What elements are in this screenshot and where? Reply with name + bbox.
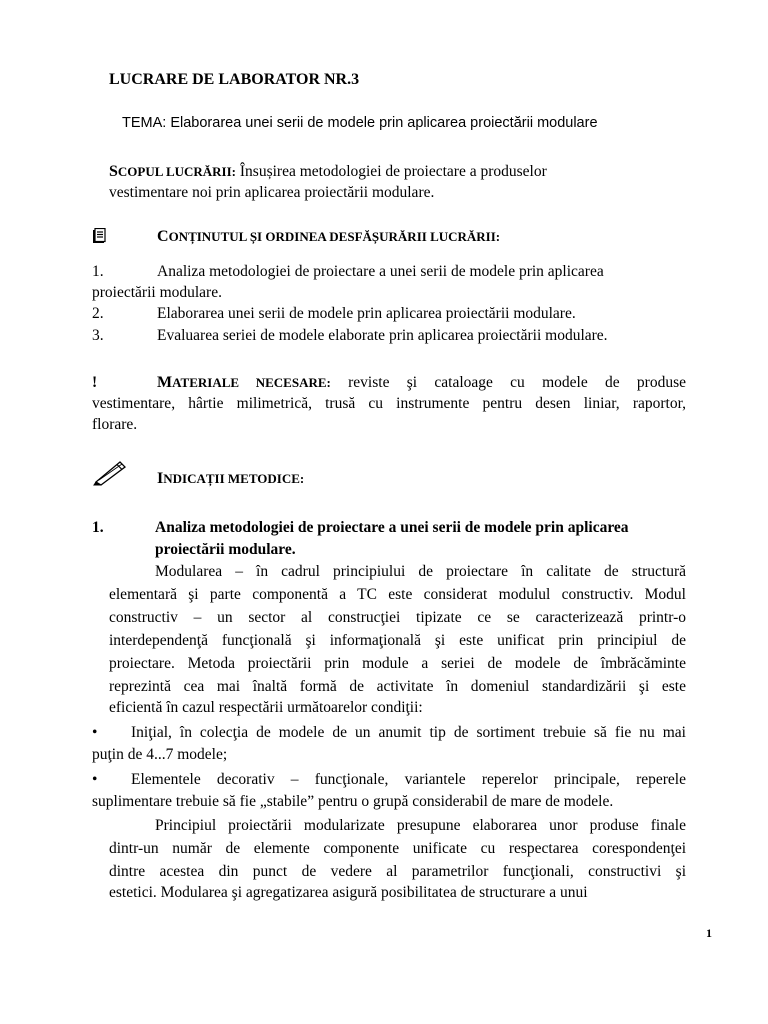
- list-item-1-text-2: proiectării modulare.: [92, 284, 222, 301]
- list-item-1-text: Analiza metodologiei de proiectare a unei serii de modele prin aplicarea: [157, 263, 604, 280]
- paragraph-1-line-2: elementară şi parte componentă a TC este considerat modulul constructiv. Modul: [109, 586, 686, 603]
- paragraph-2-line-2: dintr-un număr de elemente componente unificate cu respectarea corespondenţei: [109, 840, 686, 857]
- continut-heading: [157, 226, 500, 248]
- page-title: LUCRARE DE LABORATOR NR.3: [109, 71, 360, 88]
- bullet-2-mark: •: [92, 771, 98, 788]
- scopul-line2: vestimentare noi prin aplicarea proiectării modulare.: [109, 184, 435, 201]
- paragraph-1-line-4: interdependenţă funcţională şi informaţională şi este unificat prin principiul de: [109, 632, 686, 649]
- tema-line: [122, 115, 598, 131]
- materiale-mark: !: [92, 374, 98, 391]
- section-1-title-2: proiectării modulare.: [155, 541, 296, 558]
- continut-heading-text: ONȚINUTUL ȘI ORDINEA DESFĂȘURĂRII LUCRĂRII:: [168, 229, 501, 244]
- paragraph-2-line-3: dintre acestea din punct de vedere al parametrilor funcţionali, constructivi şi: [109, 863, 686, 880]
- pencil-icon: [92, 458, 128, 486]
- paragraph-1-line-7: eficientă în cazul respectării următoarelor condiţii:: [109, 699, 423, 716]
- materiale-text-1: reviste şi cataloage cu modele de produse: [348, 374, 686, 391]
- materiale-line2: vestimentare, hârtie milimetrică, trusă cu instrumente pentru desen liniar, raportor,: [92, 395, 686, 412]
- tema-label: TEMA: [122, 115, 163, 131]
- indicatii-heading-text: NDICAȚII METODICE:: [163, 471, 305, 486]
- bullet-1-line-2: puţin de 4...7 modele;: [92, 746, 228, 763]
- bullet-1-line-1: Iniţial, în colecţia de modele de un anumit tip de sortiment trebuie să fie nu mai: [131, 724, 686, 741]
- section-1-title-1: Analiza metodologiei de proiectare a unei serii de modele prin aplicarea: [155, 519, 629, 536]
- scopul-text-1: Însușirea metodologiei de proiectare a produselor: [236, 163, 547, 180]
- indicatii-heading: [157, 468, 304, 490]
- paragraph-1-line-1: Modularea – în cadrul principiului de proiectare în calitate de structură: [155, 563, 686, 580]
- materiale-line1: [157, 372, 686, 394]
- materiale-label: ATERIALE NECESARE:: [172, 375, 331, 390]
- list-item-2-text: Elaborarea unei serii de modele prin aplicarea proiectării modulare.: [157, 305, 576, 322]
- paragraph-2-line-4: estetici. Modularea şi agregatizarea asigură posibilitatea de structurare a unui: [109, 884, 588, 901]
- document-icon: [92, 228, 106, 244]
- scopul-line1: [109, 161, 547, 183]
- list-item-1-num: 1.: [92, 263, 104, 280]
- paragraph-1-line-6: reprezintă cea mai înaltă formă de activitate în domeniul standardizării şi este: [109, 678, 686, 695]
- materiale-line3: florare.: [92, 416, 138, 433]
- list-item-3-num: 3.: [92, 327, 104, 344]
- list-item-2-num: 2.: [92, 305, 104, 322]
- bullet-2-line-2: suplimentare trebuie să fie „stabile” pentru o grupă considerabil de mare de modele.: [92, 793, 614, 810]
- section-1-num: 1.: [92, 519, 104, 536]
- bullet-1-mark: •: [92, 724, 98, 741]
- scopul-label: COPUL LUCRĂRII:: [117, 164, 236, 179]
- tema-text: : Elaborarea unei serii de modele prin aplicarea proiectării modulare: [162, 115, 598, 131]
- paragraph-1-line-3: constructiv – un sector al construcţiei tipizate ce se caracterizează printr-o: [109, 609, 686, 626]
- page-number: 1: [706, 926, 712, 940]
- continut-cap: C: [157, 228, 169, 245]
- scopul-cap: S: [109, 163, 118, 180]
- list-item-3-text: Evaluarea seriei de modele elaborate prin aplicarea proiectării modulare.: [157, 327, 608, 344]
- paragraph-2-line-1: Principiul proiectării modularizate presupune elaborarea unor produse finale: [155, 817, 686, 834]
- materiale-cap: M: [157, 374, 173, 391]
- paragraph-1-line-5: proiectare. Metoda proiectării prin module a seriei de modele de îmbrăcăminte: [109, 655, 686, 672]
- indicatii-cap: I: [157, 470, 164, 487]
- bullet-2-line-1: Elementele decorativ – funcţionale, variantele reperelor principale, reperele: [131, 771, 686, 788]
